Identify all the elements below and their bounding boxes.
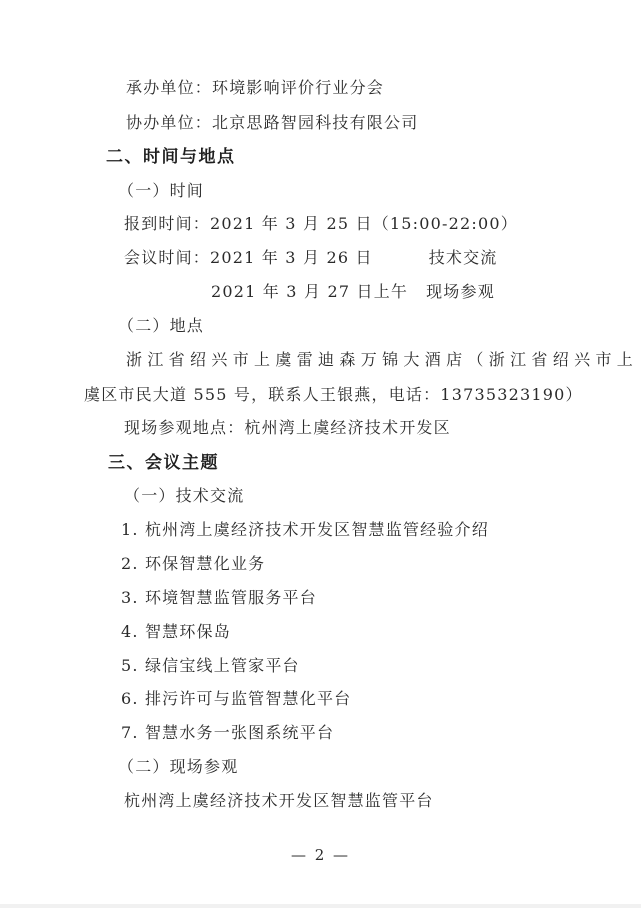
topic-item: 7. 智慧水务一张图系统平台 [121, 723, 335, 742]
co-organizer-line: 协办单位：北京思路智园科技有限公司 [126, 113, 419, 132]
meeting-session-day1: 技术交流 [428, 248, 498, 267]
topic-item: 5. 绿信宝线上管家平台 [121, 656, 300, 675]
topic-item: 2. 环保智慧化业务 [121, 554, 266, 573]
site-visit-content: 杭州湾上虞经济技术开发区智慧监管平台 [124, 791, 434, 810]
section-heading-topics: 三、会议主题 [108, 453, 219, 473]
meeting-date-day1: 会议时间：2021 年 3 月 26 日 [124, 248, 373, 267]
checkin-time-line: 报到时间：2021 年 3 月 25 日（15:00-22:00） [124, 214, 518, 233]
subheading-time: （一）时间 [118, 181, 205, 200]
meeting-date-day2: 2021 年 3 月 27 日上午 [211, 282, 409, 301]
topic-item: 4. 智慧环保岛 [121, 622, 231, 641]
section-heading-time-location: 二、时间与地点 [106, 147, 236, 167]
meeting-time-line [124, 248, 498, 268]
subheading-tech-exchange: （一）技术交流 [124, 486, 245, 505]
venue-line-2: 虞区市民大道 555 号，联系人王银燕，电话：13735323190） [84, 385, 583, 404]
topic-item: 1. 杭州湾上虞经济技术开发区智慧监管经验介绍 [121, 520, 489, 539]
page-number: — 2 — [290, 846, 351, 864]
page-bottom-edge [0, 904, 641, 908]
meeting-session-day2: 现场参观 [426, 282, 495, 301]
site-visit-location-line: 现场参观地点：杭州湾上虞经济技术开发区 [124, 418, 451, 437]
topic-item: 6. 排污许可与监管智慧化平台 [121, 689, 352, 708]
organizer-line: 承办单位：环境影响评价行业分会 [126, 78, 385, 97]
subheading-location: （二）地点 [118, 316, 205, 335]
topic-item: 3. 环境智慧监管服务平台 [121, 588, 317, 607]
subheading-site-visit: （二）现场参观 [118, 757, 239, 776]
venue-line-1: 浙江省绍兴市上虞雷迪森万锦大酒店（浙江省绍兴市上 [126, 350, 634, 369]
meeting-time-line-2 [211, 282, 495, 302]
